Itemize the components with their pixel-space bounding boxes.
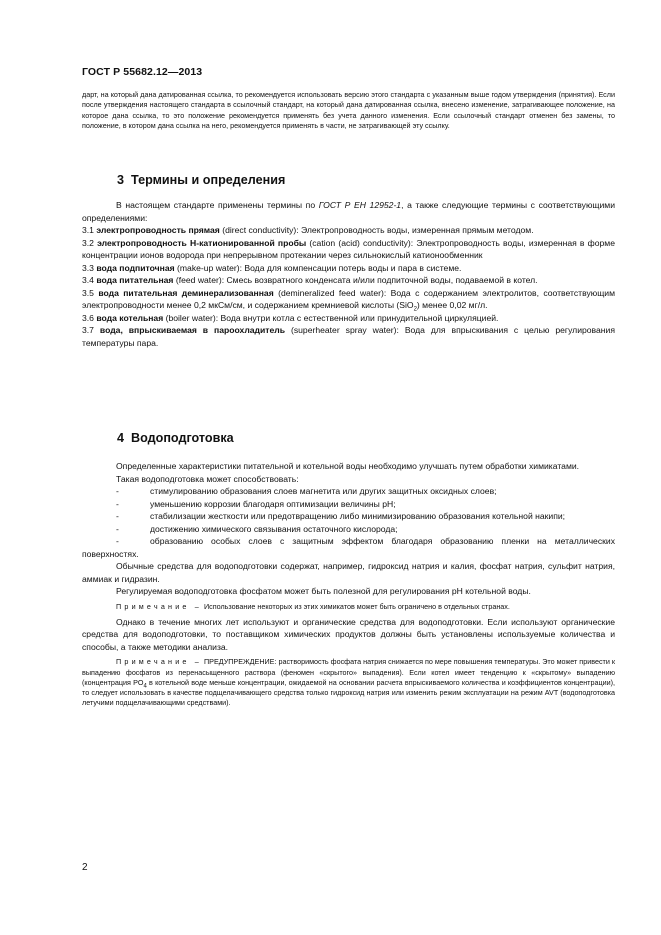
term-name: вода, впрыскиваемая в пароохладитель bbox=[99, 325, 286, 335]
section-4-paragraph-1: Определенные характеристики питательной и котельной воды необходимо улучшать путем обработки химикатами. bbox=[116, 461, 580, 471]
term-3-7 bbox=[82, 324, 615, 349]
list-dash: - bbox=[116, 498, 119, 509]
term-number: 3.2 bbox=[82, 237, 94, 248]
reference-gost-en-12952-1: ГОСТ Р ЕН 12952-1 bbox=[318, 200, 402, 210]
term-definition: (direct conductivity): Электропроводность воды, измеренная прямым методом. bbox=[219, 225, 534, 235]
term-definition: (feed water): Смесь возвратного конденсата и/или подпиточной воды, подаваемой в котел. bbox=[173, 275, 538, 285]
section-4-body bbox=[82, 460, 615, 709]
list-item bbox=[82, 485, 615, 498]
term-3-1 bbox=[82, 224, 615, 237]
note-2 bbox=[82, 657, 615, 708]
section-4-heading bbox=[117, 430, 234, 446]
term-3-6 bbox=[82, 312, 615, 325]
section-3-title: Термины и определения bbox=[131, 173, 286, 187]
list-dash: - bbox=[116, 486, 119, 496]
note-text-end: в котельной воде меньше концентрации, ожидаемой на основании расчета впрыскиваемого количества и коэффициентов концентрации), то следует использовать в качестве подщелачивающего средства только гидроксид натрия или изменить режим эксплуатации на режим AVT (водоподготовка летучими подщелачивающими средствами). bbox=[82, 677, 615, 708]
section-3-heading bbox=[117, 172, 285, 188]
section-3-intro-before: В настоящем стандарте применены термины по bbox=[116, 200, 319, 210]
term-3-5 bbox=[82, 287, 615, 312]
document-code-header: ГОСТ Р 55682.12—2013 bbox=[82, 66, 203, 78]
subscript: 4 bbox=[143, 683, 147, 690]
section-4-paragraph-2: Такая водоподготовка может способствовать: bbox=[116, 473, 299, 484]
list-dash: - bbox=[116, 536, 119, 546]
section-3-body bbox=[82, 199, 615, 349]
term-3-3 bbox=[82, 262, 615, 275]
section-4-number: 4 bbox=[117, 431, 125, 445]
list-item bbox=[82, 535, 615, 560]
section-4-paragraph-5: Однако в течение многих лет используют и органические средства для водоподготовки. Если используют органические средства для водоподготовки, то поставщиком химических продуктов должны быть установлены используемые количества и способы, а также методики анализа. bbox=[82, 616, 615, 652]
term-3-2 bbox=[82, 237, 615, 262]
note-1 bbox=[82, 602, 615, 612]
term-name: электропроводность прямая bbox=[96, 225, 220, 235]
note-label: Примечание – bbox=[116, 657, 202, 667]
term-definition: (superheater spray water): Вода для впрыскивания с целью регулирования температуры пара. bbox=[82, 325, 615, 348]
term-definition: (make-up water): Вода для компенсации потерь воды и пара в системе. bbox=[174, 262, 462, 273]
term-name: вода подпиточная bbox=[96, 262, 175, 273]
note-label: Примечание – bbox=[116, 601, 202, 611]
term-definition-end: ) менее 0,02 мг/л. bbox=[416, 300, 488, 310]
section-4-paragraph-4: Регулируемая водоподготовка фосфатом может быть полезной для регулирования pH котельной воды. bbox=[116, 586, 531, 596]
section-4-paragraph-3: Обычные средства для водоподготовки содержат, например, гидроксид натрия и калия, фосфат натрия, сульфит натрия, аммиак и гидразин. bbox=[82, 561, 615, 584]
section-4-title: Водоподготовка bbox=[131, 431, 234, 445]
term-number: 3.3 bbox=[82, 262, 94, 273]
section-3-intro bbox=[82, 199, 615, 224]
term-number: 3.7 bbox=[82, 325, 94, 335]
intro-text: дарт, на который дана датированная ссылка, то рекомендуется использовать версию этого стандарта с указанным выше годом утверждения (принятия). Если после утверждения настоящего стандарта в ссылочный стандарт, на который дана датированная ссылка, внесено изменение, затрагивающее положение, на которое дана ссылка, то это положение рекомендуется применять без учета данного изменения. Если ссылочный стандарт отменен без замены, то положение, в котором дана ссылка на него, рекомендуется применять в части, не затрагивающей эту ссылку. bbox=[82, 90, 615, 130]
term-name: вода питательная деминерализованная bbox=[98, 287, 274, 298]
term-number: 3.4 bbox=[82, 275, 94, 285]
page-number: 2 bbox=[82, 862, 88, 873]
subscript: 2 bbox=[413, 306, 417, 313]
list-dash: - bbox=[116, 523, 119, 534]
term-definition: (boiler water): Вода внутри котла с естественной или принудительной циркуляцией. bbox=[163, 312, 499, 323]
term-number: 3.1 bbox=[82, 225, 94, 235]
list-item-text: достижению химического связывания остаточного кислорода; bbox=[150, 523, 398, 534]
list-item-text: стабилизации жесткости или предотвращению либо минимизированию образования котельной накипи; bbox=[150, 511, 566, 521]
term-name: вода котельная bbox=[96, 312, 164, 323]
section-3-intro-after: , а также следующие термины с соответствующими определениями: bbox=[82, 200, 615, 223]
term-3-4 bbox=[82, 274, 615, 287]
list-item-text: стимулированию образования слоев магнетита или других защитных оксидных слоев; bbox=[150, 486, 497, 496]
note-text: Использование некоторых из этих химикатов может быть ограничено в отдельных странах. bbox=[202, 601, 510, 611]
term-name: электропроводность Н-катионированной пробы bbox=[97, 237, 307, 248]
section-3-number: 3 bbox=[117, 173, 125, 187]
intro-paragraph bbox=[82, 90, 615, 131]
term-number: 3.5 bbox=[82, 287, 94, 298]
list-item bbox=[82, 498, 615, 511]
term-definition: (cation (acid) conductivity): Электропроводность воды, измеренная в форме концентрации ионов водорода при непрерывном протекании через сильнокислый катионообменник bbox=[82, 237, 615, 260]
term-name: вода питательная bbox=[96, 275, 174, 285]
term-definition: (demineralized feed water): Вода с содержанием электролитов, соответствующим электропроводности менее 0,2 мкСм/см, и содержанием кремниевой кислоты (SiO bbox=[82, 287, 615, 310]
list-item-text: образованию особых слоев с защитным эффектом благодаря образованию пленки на металлических поверхностях. bbox=[82, 536, 615, 559]
list-item bbox=[82, 510, 615, 523]
list-item-text: уменьшению коррозии благодаря оптимизации величины pH; bbox=[150, 498, 396, 509]
list-item bbox=[82, 523, 615, 536]
term-number: 3.6 bbox=[82, 312, 94, 323]
note-text: ПРЕДУПРЕЖДЕНИЕ: растворимость фосфата натрия снижается по мере повышения температуры. Это может привести к выпадению фосфатов из перенасыщенного раствора (феномен «скрытого» выпадения). Если котел имеет тенденцию к «скрытому» выпадению (концентрация PO bbox=[82, 657, 615, 687]
list-dash: - bbox=[116, 511, 119, 521]
